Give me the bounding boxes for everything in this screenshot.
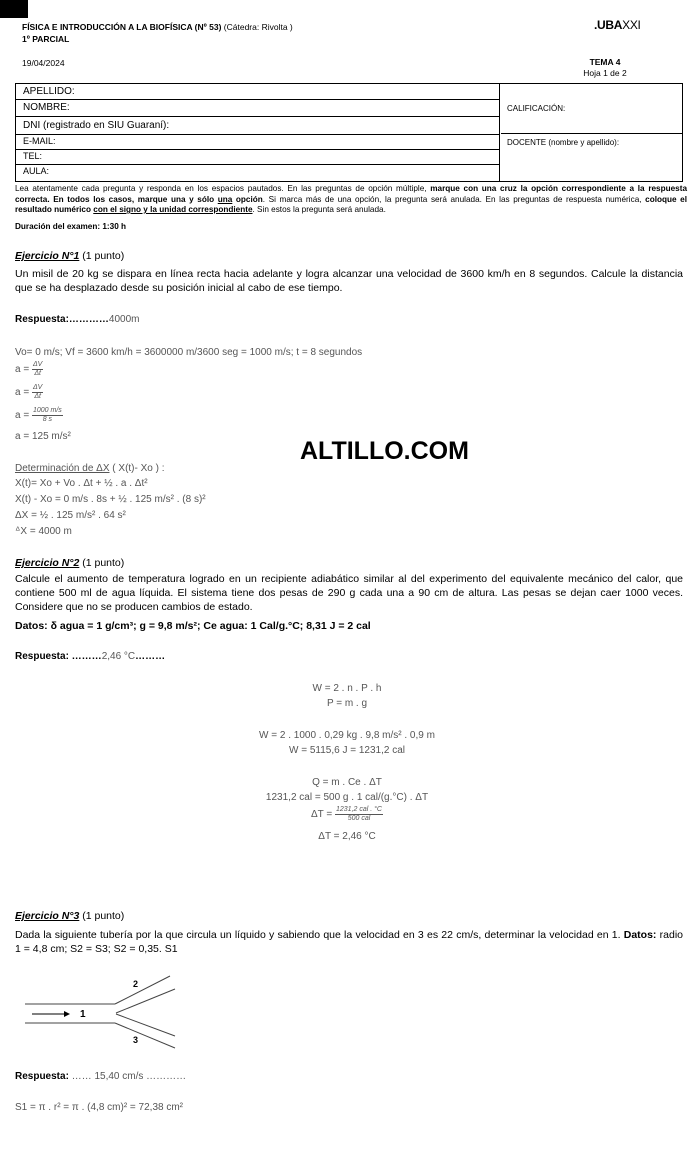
tema-block <box>560 57 650 79</box>
ex1-work-formula2: a = $\frac{\Delta V}{\Delta t}$ <box>15 384 43 400</box>
exam-instructions: Lea atentamente cada pregunta y responda en los espacios pautados. En las preguntas de opción múltiple, marque con una cruz la opción correspondiente a la respuesta correcta. En todos los casos, marque una y sólo una opción. Si marca más de una opción, la pregunta será anulada. En las preguntas de respuesta numérica, coloque el resultado numérico con el signo y la unidad correspondiente. Sin estos la pregunta será anulada. <box>15 184 687 214</box>
ex2-calc-line4: W = 5115,6 J = 1231,2 cal <box>288 745 405 756</box>
ex2-calc-line2: P = m . g <box>326 698 368 709</box>
ex1-work-accel: a = 125 m/s² <box>15 431 71 442</box>
branch2-outer-wall <box>115 976 170 1004</box>
email-field[interactable]: E-MAIL: <box>16 135 500 150</box>
calificacion-field[interactable]: CALIFICACIÓN: <box>501 84 683 134</box>
ex2-calc-line1: W = 2 . n . P . h <box>312 683 382 694</box>
ex2-calc-line5: Q = m . Ce . ΔT <box>312 777 382 788</box>
branch3-outer-wall <box>115 1023 175 1048</box>
pipe-label-3: 3 <box>133 1035 139 1045</box>
ex3-work-line1: S1 = π . r² = π . (4,8 cm)² = 72,38 cm² <box>15 1102 184 1113</box>
ex3-answer: Respuesta: …… 15,40 cm/s ………… <box>15 1071 187 1082</box>
ex2-datos: Datos: δ agua = 1 g/cm³; g = 9,8 m/s²; Ce agua: 1 Cal/g.°C; 8,31 J = 2 cal <box>15 620 371 632</box>
apellido-field[interactable]: APELLIDO: <box>16 84 500 100</box>
altillo-watermark: ALTILLO.COM <box>300 437 469 465</box>
ex1-work-line9: ΔX = ½ . 125 m/s² . 64 s² <box>15 510 126 521</box>
ex2-statement: Calcule el aumento de temperatura logrado en un recipiente adiabático similar al del experimento del equivalente mecánico del calor, que contiene 500 ml de agua líquida. El sistema tiene dos pesas de 290 g cada una a 90 cm de altura. Las pesas se dejan caer 1000 veces. Considere que no se producen cambios de estado. <box>15 573 683 613</box>
uba-xxi-logo: .UBAXXI <box>594 18 641 32</box>
ex3-heading: Ejercicio N°3 (1 punto) <box>15 910 125 922</box>
ex1-work-formula1: a = $\frac{\Delta V}{\Delta t}$ <box>15 361 43 377</box>
tel-field[interactable]: TEL: <box>16 150 500 165</box>
ex2-heading: Ejercicio N°2 (1 punto) <box>15 557 125 569</box>
ex3-statement: Dada la siguiente tubería por la que circula un líquido y sabiendo que la velocidad en 3 es 22 cm/s, determinar la velocidad en 1. Datos: radio 1 = 4,8 cm; S2 = S3; S2 = 0,35. S1 <box>15 929 683 955</box>
ex1-work-line8: X(t) - Xo = 0 m/s . 8s + ½ . 125 m/s² . (8 s)² <box>15 494 206 505</box>
student-fields <box>16 84 500 181</box>
corner-black-mark <box>0 0 28 18</box>
ex2-calc-line6: 1231,2 cal = 500 g . 1 cal/(g.°C) . ΔT <box>265 792 429 803</box>
aula-field[interactable]: AULA: <box>23 166 50 176</box>
ex1-work-formula3: a = $\frac{1000 m/s}{8 s}$ <box>15 407 62 423</box>
ex1-work-line10: ᐞX = 4000 m <box>15 526 72 537</box>
ex1-work-deltax-title: Determinación de ΔX ( X(t)- Xo ) : <box>15 463 165 474</box>
pipe-label-1: 1 <box>80 1009 86 1020</box>
ex2-answer: Respuesta: ………2,46 °C……… <box>15 651 166 662</box>
ex1-statement: Un misil de 20 kg se dispara en línea recta hacia adelante y logra alcanzar una velocidad de 3600 km/h en 8 segundos. Calcule la distancia que se ha desplazado desde su posición inicial al cabo de ese tiempo. <box>15 268 683 294</box>
ex2-calc-line3: W = 2 . 1000 . 0,29 kg . 9,8 m/s² . 0,9 m <box>259 730 435 741</box>
exam-duration: Duración del examen: 1:30 h <box>15 222 127 231</box>
dni-field[interactable]: DNI (registrado en SIU Guaraní): <box>16 117 500 135</box>
ex1-heading: Ejercicio N°1 (1 punto) <box>15 250 125 262</box>
ex1-answer: Respuesta:…………4000m <box>15 314 140 325</box>
branch3-inner-wall <box>116 1014 175 1036</box>
pipe-label-2: 2 <box>133 979 139 989</box>
student-info-table <box>15 83 683 182</box>
branch2-inner-wall <box>116 989 175 1013</box>
nombre-field[interactable]: NOMBRE: <box>16 100 500 117</box>
course-title: FÍSICA E INTRODUCCIÓN A LA BIOFÍSICA (Nº 53) (Cátedra: Rivolta ) <box>22 22 293 32</box>
pipe-diagram <box>20 972 190 1052</box>
exam-date: 19/04/2024 <box>22 58 65 68</box>
ex1-work-line7: X(t)= Xo + Vo . Δt + ½ . a . Δt² <box>15 478 148 489</box>
tema-label: TEMA 4 <box>589 57 621 67</box>
ex1-work-line1: Vo= 0 m/s; Vf = 3600 km/h = 3600000 m/3600 seg = 1000 m/s; t = 8 segundos <box>15 347 363 358</box>
ex2-calc-line7: ΔT = $\frac{\text{1231,2 cal . °C}}{\text{500 cal}}$ <box>310 806 382 822</box>
flow-arrow-head <box>64 1011 70 1017</box>
docente-field[interactable]: DOCENTE (nombre y apellido): <box>507 138 620 147</box>
ex2-calc-line8: ΔT = 2,46 °C <box>318 831 376 842</box>
exam-name: 1º PARCIAL <box>22 34 70 44</box>
page-indicator: Hoja 1 de 2 <box>583 68 627 78</box>
